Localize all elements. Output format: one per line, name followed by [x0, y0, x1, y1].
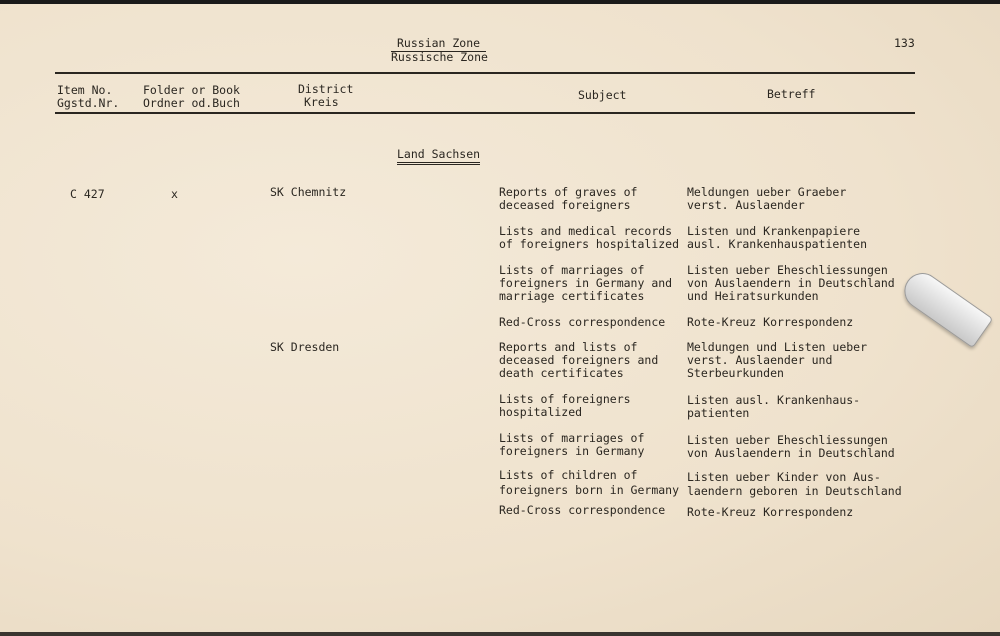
betreff-cell: Rote-Kreuz Korrespondenz	[687, 505, 854, 519]
subject-cell: Lists of marriages of foreigners in Germany and marriage certificates	[499, 263, 673, 303]
page-number: 133	[894, 36, 915, 50]
header-district: District Kreis	[298, 82, 354, 109]
subject-cell: Lists and medical records of foreigners hospitalized	[499, 224, 680, 251]
subject-cell: Lists of foreigners hospitalized	[499, 392, 631, 419]
subject-cell: Red-Cross correspondence	[499, 503, 666, 517]
header-rule-bottom	[55, 112, 915, 114]
header-betreff: Betreff	[767, 87, 816, 101]
subject-cell: Red-Cross correspondence	[499, 315, 666, 329]
page-tab-clip	[897, 266, 993, 348]
betreff-cell: Listen ueber Eheschliessungen von Auslaendern in Deutschland und Heiratsurkunden	[687, 263, 895, 303]
header-subject: Subject	[578, 88, 627, 102]
zone-title-en: Russian Zone	[391, 37, 486, 52]
subject-cell: Reports of graves of deceased foreigners	[499, 185, 638, 212]
subject-cell: Reports and lists of deceased foreigners and death certificates	[499, 340, 659, 380]
district-name: SK Chemnitz	[270, 185, 347, 199]
header-item-no: Item No. Ggstd.Nr.	[57, 83, 120, 110]
subject-cell: Lists of children of foreigners born in Germany	[499, 468, 680, 497]
header-folder: Folder or Book Ordner od.Buch	[143, 83, 240, 110]
betreff-cell: Listen und Krankenpapiere ausl. Krankenhauspatienten	[687, 224, 868, 251]
item-number: C 427	[70, 187, 105, 201]
betreff-cell: Rote-Kreuz Korrespondenz	[687, 315, 854, 329]
betreff-cell: Listen ueber Kinder von Aus- laendern geboren in Deutschland	[687, 470, 902, 498]
betreff-cell: Listen ueber Eheschliessungen von Auslaendern in Deutschland	[687, 433, 895, 460]
betreff-cell: Meldungen und Listen ueber verst. Auslaender und Sterbeurkunden	[687, 340, 868, 380]
subject-cell: Lists of marriages of foreigners in Germany	[499, 431, 645, 458]
bottom-edge	[0, 632, 1000, 636]
header-rule-top	[55, 72, 915, 74]
document-page	[0, 4, 1000, 632]
district-name: SK Dresden	[270, 340, 340, 354]
zone-title-de: Russische Zone	[391, 50, 488, 64]
betreff-cell: Listen ausl. Krankenhaus- patienten	[687, 393, 861, 420]
folder-mark: x	[171, 187, 178, 201]
section-title: Land Sachsen	[397, 148, 480, 165]
betreff-cell: Meldungen ueber Graeber verst. Auslaender	[687, 185, 847, 212]
